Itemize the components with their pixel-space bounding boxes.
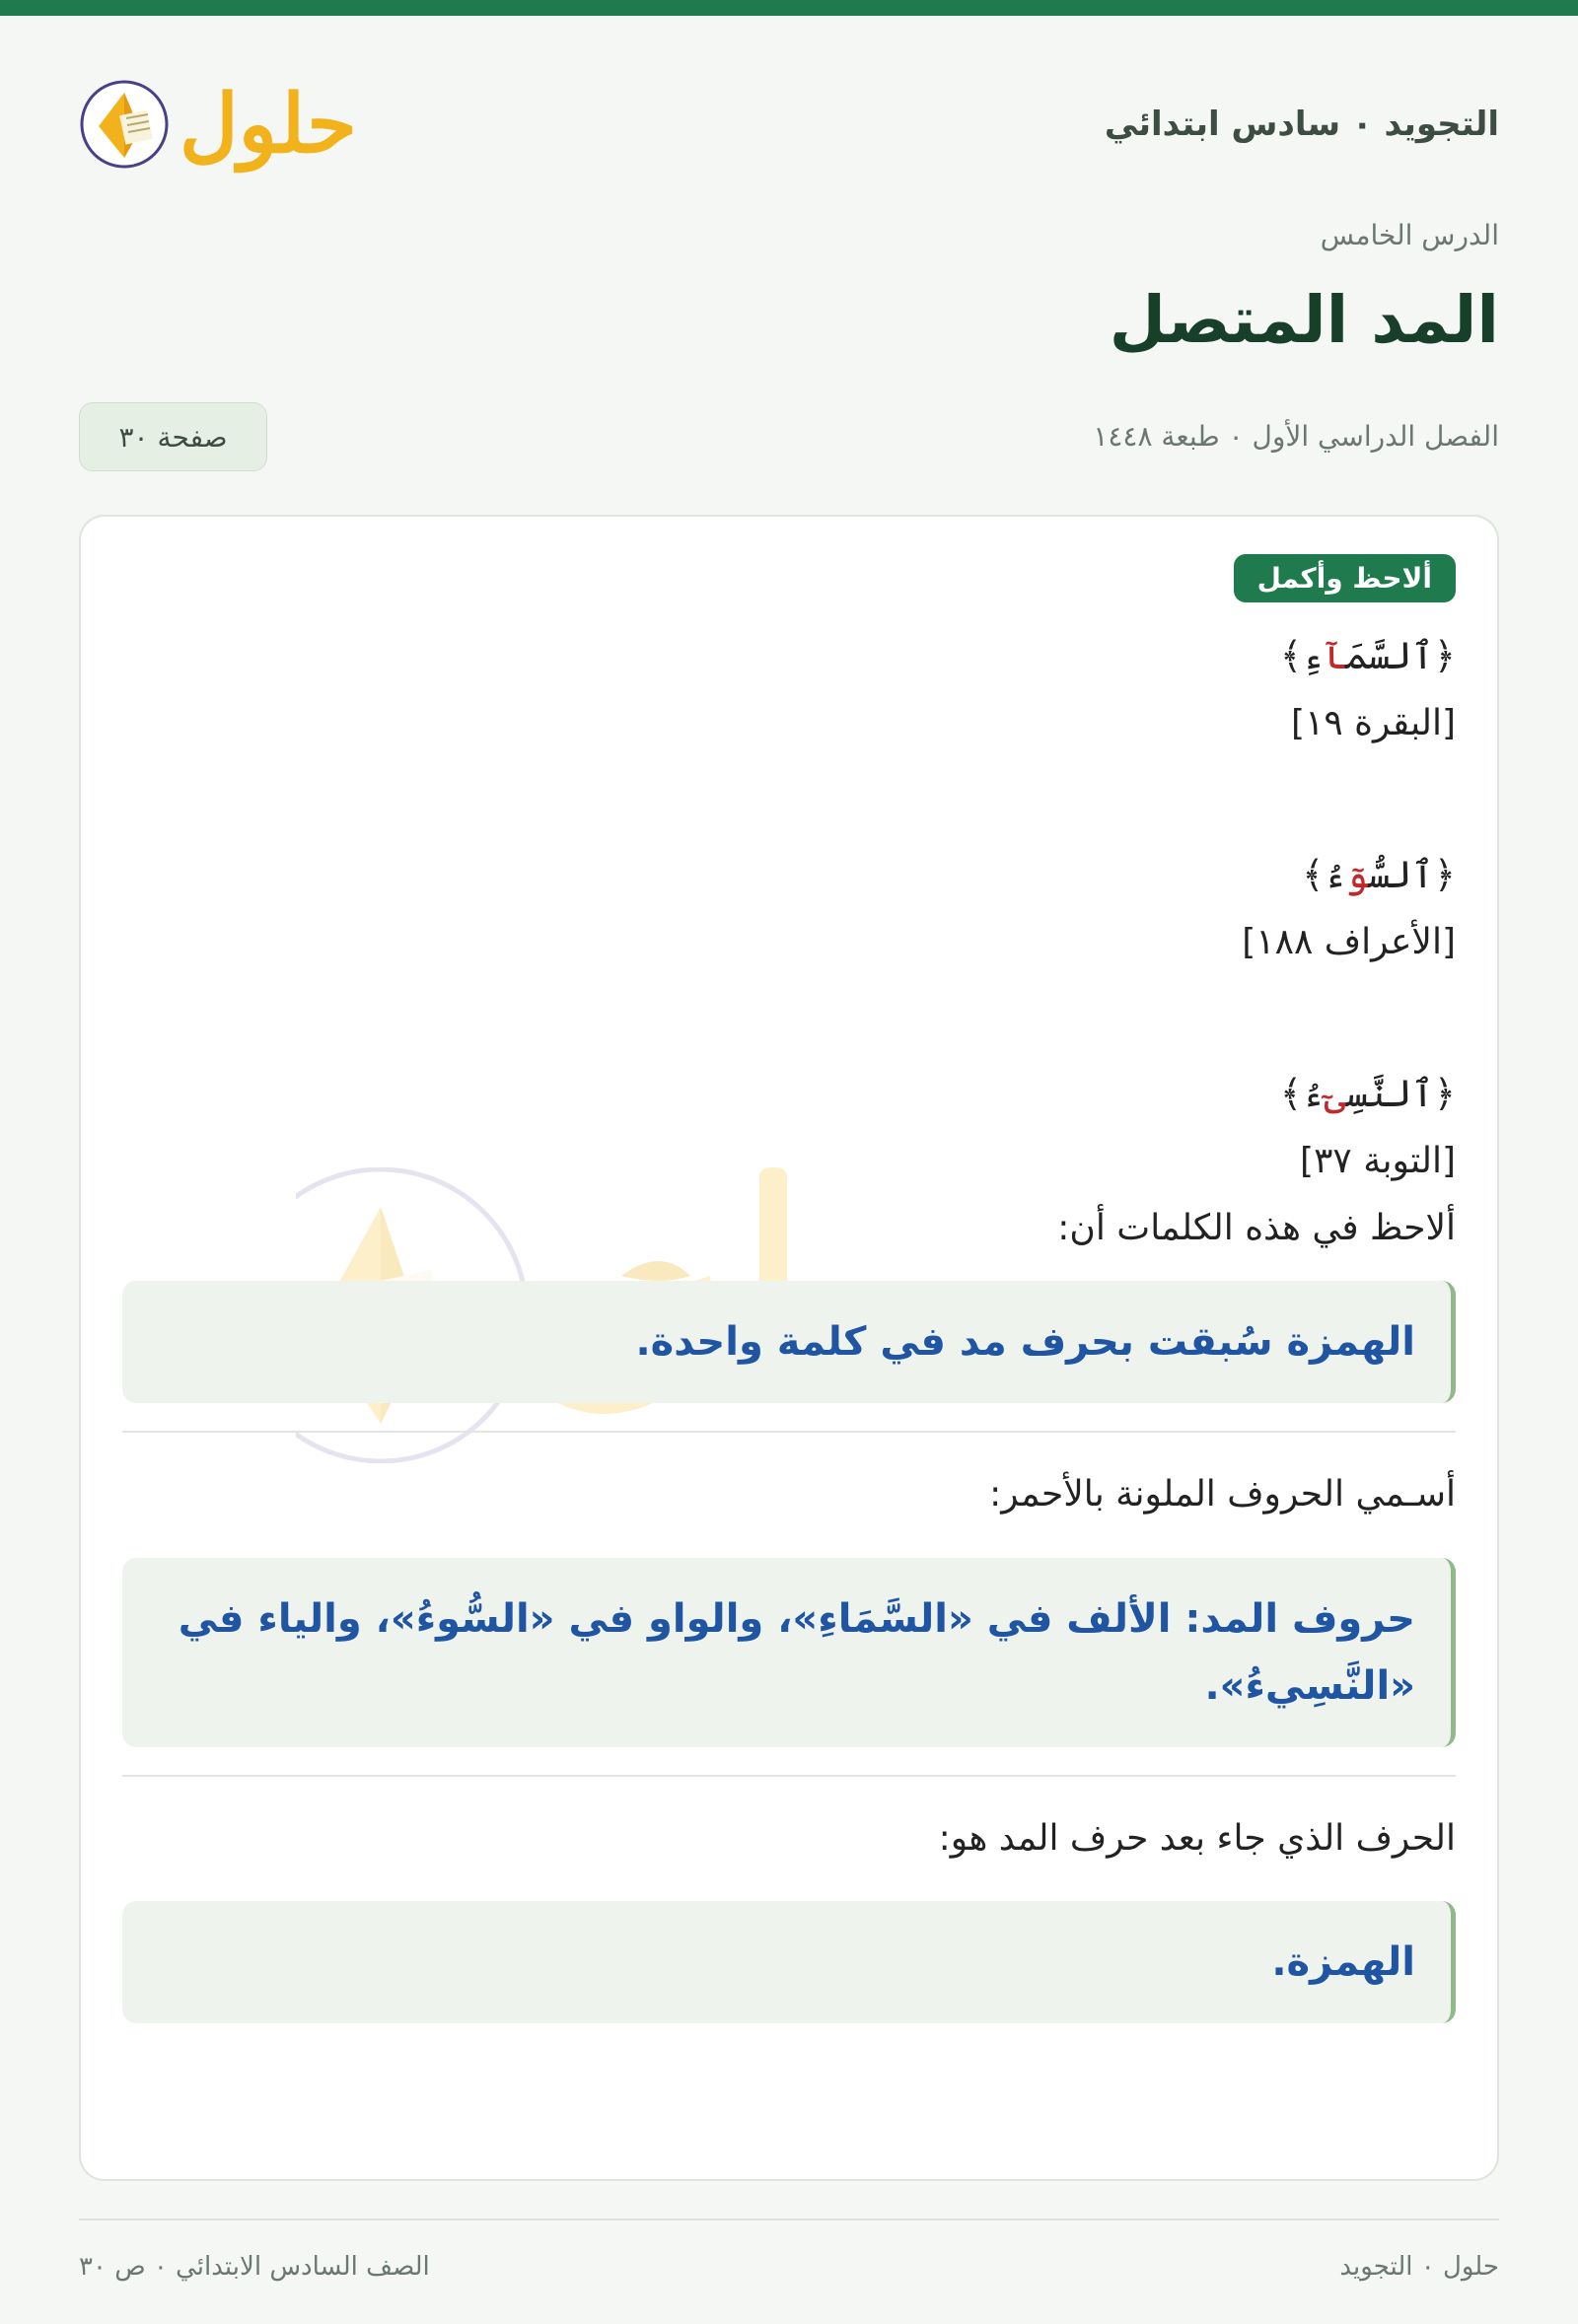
- verse-reference: [البقرة ١٩]: [1291, 703, 1456, 743]
- verse-2: [122, 851, 1456, 902]
- divider: [122, 1431, 1456, 1433]
- lesson-number: الدرس الخامس: [1320, 219, 1499, 251]
- page-number-badge: صفحة ٣٠: [79, 402, 267, 471]
- verse-reference: [التوبة ٣٧]: [1300, 1141, 1456, 1181]
- verse-text: ءِ﴾: [1279, 634, 1325, 677]
- madd-letter: وٓ: [1345, 853, 1368, 896]
- question-2-prompt: أسـمي الحروف الملونة بالأحمر:: [989, 1474, 1456, 1515]
- footer-site: حلول ٠ التجويد: [1339, 2252, 1499, 2282]
- verse-1: [122, 632, 1456, 683]
- footer-divider: [79, 2218, 1499, 2220]
- verse-reference: [الأعراف ١٨٨]: [1242, 922, 1456, 962]
- logo[interactable]: [79, 79, 357, 170]
- book-icon: [79, 79, 170, 170]
- madd-letter: ىٓ: [1324, 1072, 1346, 1115]
- question-3-prompt: الحرف الذي جاء بعد حرف المد هو:: [938, 1817, 1456, 1859]
- answer-3: الهمزة.: [122, 1901, 1456, 2023]
- madd-letter: آ: [1324, 634, 1346, 677]
- page-title: المد المتصل: [1109, 282, 1499, 358]
- exercise-card: [79, 515, 1499, 2181]
- logo-wordmark: حلول: [179, 77, 357, 172]
- verse-text: ﴿ٱلسُّ: [1367, 853, 1456, 896]
- card-content: [122, 554, 1456, 2023]
- verse-text: ﴿ٱلسَّمَ: [1345, 634, 1456, 677]
- top-accent-bar: [0, 0, 1578, 16]
- verse-text: ءُ﴾: [1279, 1072, 1325, 1115]
- question-1-prompt: ألاحظ في هذه الكلمات أن:: [1057, 1208, 1456, 1248]
- footer-page-info: الصف السادس الابتدائي ٠ ص ٣٠: [79, 2252, 430, 2282]
- divider: [122, 1775, 1456, 1777]
- lesson-meta: الفصل الدراسي الأول ٠ طبعة ١٤٤٨: [1093, 420, 1499, 453]
- header: [79, 63, 1499, 185]
- verse-text: ءُ﴾: [1302, 853, 1346, 896]
- answer-2: حروف المد: الألف في «السَّمَاءِ»، والواو في «السُّوءُ»، والياء في «النَّسِيءُ».: [122, 1558, 1456, 1747]
- answer-1: الهمزة سُبقت بحرف مد في كلمة واحدة.: [122, 1281, 1456, 1403]
- verse-text: ﴿ٱلنَّسِ: [1345, 1072, 1456, 1115]
- section-label: ألاحظ وأكمل: [1234, 554, 1456, 602]
- subject-title: التجويد ٠ سادس ابتدائي: [1104, 105, 1499, 144]
- verse-3: [122, 1070, 1456, 1121]
